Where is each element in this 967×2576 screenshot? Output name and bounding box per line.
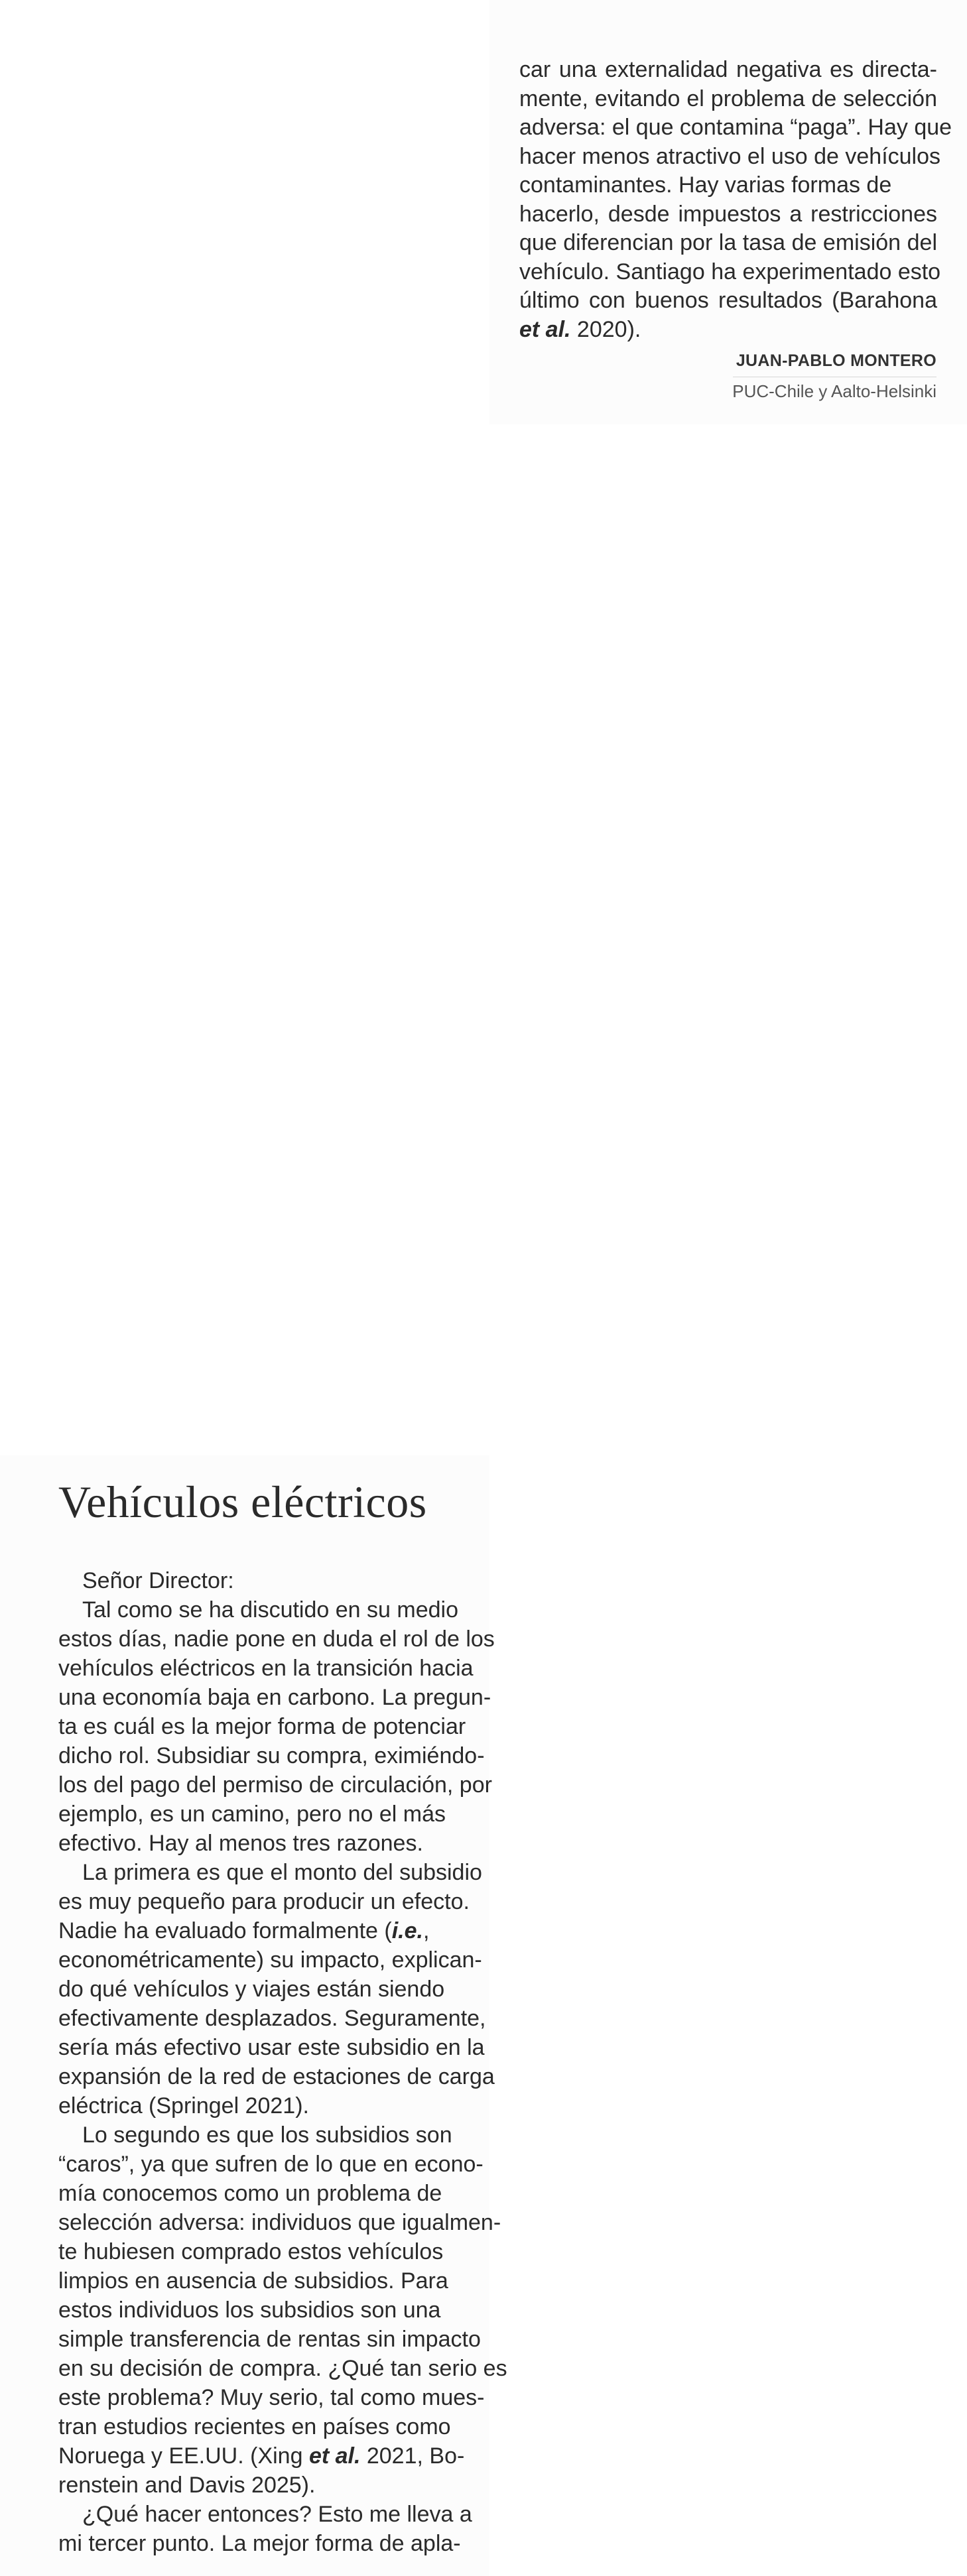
emphasis-text: et al. [519, 316, 571, 342]
text-line: ta es cuál es la mejor forma de potenciar [58, 1714, 466, 1739]
emphasis-text: i.e. [391, 1918, 423, 1943]
text-line: Lo segundo es que los subsidios son [82, 2122, 452, 2148]
text-line: efectivo. Hay al menos tres razones. [58, 1831, 423, 1856]
article-body [58, 1566, 507, 2558]
text-line: limpios en ausencia de subsidios. Para [58, 2268, 448, 2294]
author-name: JUAN-PABLO MONTERO [736, 351, 936, 370]
text-line: La primera es que el monto del subsidio [82, 1860, 482, 1885]
text-run: , [422, 1918, 430, 1943]
text-line: mente, evitando el problema de selección [519, 86, 937, 111]
text-line: sería más efectivo usar este subsidio en la [58, 2035, 485, 2060]
text-line: mi tercer punto. La mejor forma de apla- [58, 2531, 461, 2556]
text-line: que diferencian por la tasa de emisión del [519, 230, 937, 255]
text-line: te hubiesen comprado estos vehículos [58, 2239, 444, 2264]
text-line: en su decisión de compra. ¿Qué tan serio es [58, 2356, 507, 2381]
text-line: “caros”, ya que sufren de lo que en econo- [58, 2152, 483, 2177]
text-line: renstein and Davis 2025). [58, 2473, 316, 2498]
text-line: este problema? Muy serio, tal como mues- [58, 2385, 485, 2410]
text-line: selección adversa: individuos que igualmen- [58, 2210, 501, 2235]
text-line: dicho rol. Subsidiar su compra, eximiéndo- [58, 1743, 485, 1768]
text-line: los del pago del permiso de circulación, por [58, 1772, 492, 1798]
text-line: estos días, nadie pone en duda el rol de los [58, 1626, 495, 1652]
text-line: una economía baja en carbono. La pregun- [58, 1685, 491, 1710]
text-line: econométricamente) su impacto, explican- [58, 1947, 482, 1973]
text-run: 2021, Bo- [360, 2443, 465, 2469]
text-line: simple transferencia de rentas sin impacto [58, 2327, 481, 2352]
text-line: hacer menos atractivo el uso de vehículos [519, 143, 941, 169]
text-run: Nadie ha evaluado formalmente ( [58, 1918, 392, 1943]
article-title: Vehículos eléctricos [58, 1477, 427, 1527]
text-line: ¿Qué hacer entonces? Esto me lleva a [82, 2502, 472, 2527]
text-line: eléctrica (Springel 2021). [58, 2093, 309, 2118]
text-line: do qué vehículos y viajes están siendo [58, 1977, 445, 2002]
emphasis-text: et al. [308, 2443, 361, 2469]
text-line: hacerlo, desde impuestos a restricciones [519, 201, 937, 227]
text-line: adversa: el que contamina “paga”. Hay que [519, 115, 952, 140]
text-line: efectivamente desplazados. Seguramente, [58, 2006, 486, 2031]
text-run: Noruega y EE.UU. (Xing [58, 2443, 309, 2469]
text-line: último con buenos resultados (Barahona [519, 288, 937, 313]
author-affiliation: PUC-Chile y Aalto-Helsinki [732, 381, 936, 401]
text-run: 2020). [570, 316, 641, 342]
text-line: mía conocemos como un problema de [58, 2181, 442, 2206]
text-line: ejemplo, es un camino, pero no el más [58, 1802, 446, 1827]
text-line [519, 316, 937, 345]
text-line: car una externalidad negativa es directa- [519, 57, 937, 82]
text-line: expansión de la red de estaciones de carga [58, 2064, 495, 2089]
text-line: estos individuos los subsidios son una [58, 2298, 441, 2323]
text-line: vehículos eléctricos en la transición hacia [58, 1656, 474, 1681]
text-line: tran estudios recientes en países como [58, 2414, 451, 2439]
text-line: contaminantes. Hay varias formas de [519, 172, 892, 198]
text-line [58, 1916, 476, 1945]
salutation: Señor Director: [82, 1568, 234, 1593]
continuation-text [519, 56, 952, 344]
text-line [58, 2441, 476, 2471]
text-line: es muy pequeño para producir un efecto. [58, 1889, 470, 1914]
text-line: Tal como se ha discutido en su medio [82, 1597, 458, 1623]
text-line: vehículo. Santiago ha experimentado esto [519, 259, 941, 284]
